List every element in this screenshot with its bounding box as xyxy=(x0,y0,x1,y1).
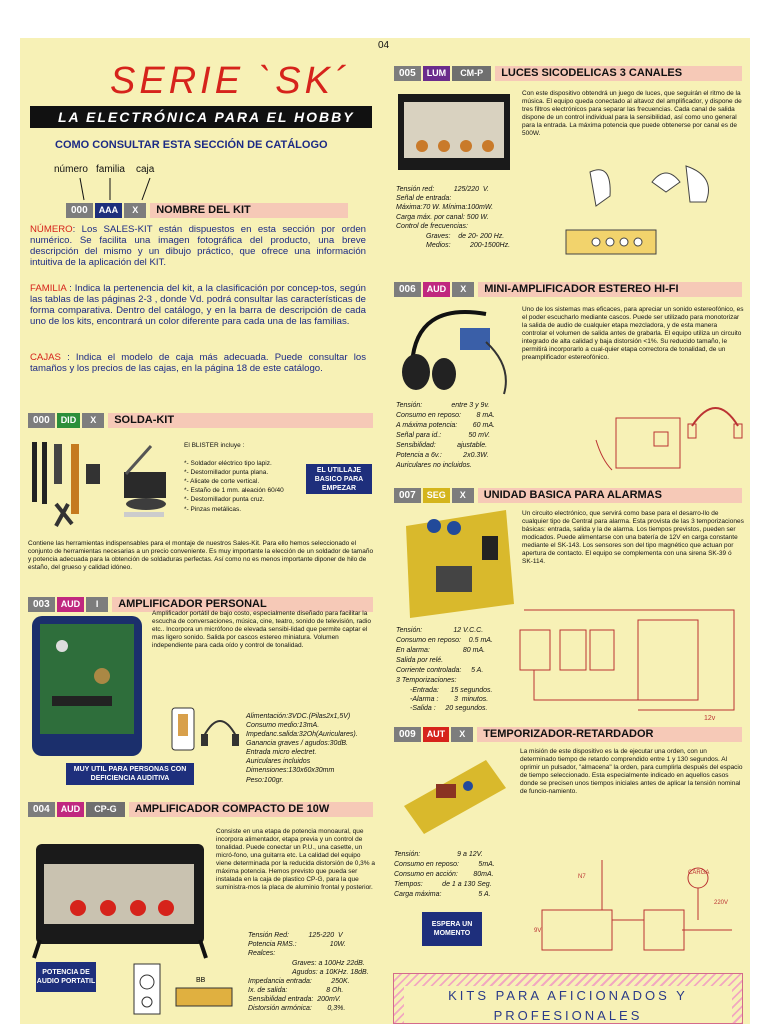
kit-header-007 xyxy=(394,488,742,503)
example-box: X xyxy=(124,203,146,218)
kit-box: CP-G xyxy=(86,802,125,817)
paragraph-numero xyxy=(30,224,366,268)
kit-000-note: Contiene las herramientas indispensables para el montaje de nuestros Sales-Kit. Para ello hemos seleccionado el conjunto de herramientas necesarias a un precio conveniente. Es muy importante la elección de un soldador de tamaño y potencia adecuada para la obtención de soldaduras perfectas. Así como no es menos importante diponer de hilo de estaño, del grueso y calidad idóneo. xyxy=(28,540,374,571)
spec-line: Graves: a 100Hz 22dB. xyxy=(292,960,365,967)
spec-line: Tensión: entre 3 y 9v. xyxy=(396,402,490,409)
footer-banner xyxy=(393,973,743,1024)
spec-line: Señal de entrada: xyxy=(396,195,452,202)
label-numero: número xyxy=(54,164,88,175)
kit-header-009 xyxy=(394,727,742,742)
compact-amplifier-photo xyxy=(30,820,210,960)
kit-004-badge: POTENCIA DE AUDIO PORTATIL xyxy=(36,962,96,992)
spec-line: A máxima potencia: 60 mA. xyxy=(396,422,495,429)
text-cajas: : Indica el modelo de caja más adecuada. Puede consultar los tamaños y los precios de las cajas, en la página 18 de este catálogo. xyxy=(30,352,366,374)
lights-diagram xyxy=(556,162,744,266)
kit-family: SEG xyxy=(423,488,450,503)
text-numero: : Los SALES-KIT están dispuestos en esta sección por orden numérico. Se facilita una imagen fotográfica del producto, una breve descripción del mismo y un dibujo práctico, que ofrece una información intuitiva de la aplicación del KIT. xyxy=(30,224,366,268)
kit-number: 009 xyxy=(394,727,421,742)
spec-line: Consumo en acción: 80mA. xyxy=(394,871,494,878)
box-label: BB xyxy=(196,977,206,984)
spec-line: Salida por relé. xyxy=(396,657,444,664)
timer-board-photo xyxy=(396,746,512,836)
kit-number: 004 xyxy=(28,802,55,817)
kit-009-badge: ESPERA UN MOMENTO xyxy=(422,912,482,946)
kit-003-badge: MUY UTIL PARA PERSONAS CON DEFICIENCIA AUDITIVA xyxy=(66,763,194,785)
example-header xyxy=(66,203,348,218)
kit-number: 003 xyxy=(28,597,55,612)
footer-text: KITS PARA AFICIONADOS Y PROFESIONALES xyxy=(404,986,732,1023)
spec-line: Potencia RMS.: 10W. xyxy=(248,941,346,948)
kit-name: TEMPORIZADOR-RETARDADOR xyxy=(477,727,742,742)
spec-line: Tiempos: de 1 a 130 Seg. xyxy=(394,881,492,888)
spec-line: Consumo en reposo: 8 mA. xyxy=(396,412,495,419)
subtitle-bar: LA ELECTRÓNICA PARA EL HOBBY xyxy=(30,106,372,128)
spec-line: Tensión: 9 a 12V. xyxy=(394,851,483,858)
spec-line: Dimensiones:130x60x30mm xyxy=(246,767,335,774)
kit-box: CM-P xyxy=(452,66,491,81)
kit-box: X xyxy=(452,488,474,503)
diagram-label: 9V xyxy=(534,928,542,934)
spec-line: Alimentación:3VDC.(Pilas2x1,5V) xyxy=(246,713,351,720)
diagram-label: CARGA xyxy=(688,870,710,876)
spec-line: Medios: 200-1500Hz. xyxy=(426,242,511,249)
spec-line: Graves: de 20- 200 Hz. xyxy=(426,233,505,240)
spec-line: Ganancia graves / agudos:30dB. xyxy=(246,740,348,747)
kit-009-desc: La misión de este dispositivo es la de ejecutar una orden, con un determinado tiempo de retardo comprendido entre 1 y 130 segundos. Al oprimir un pulsador, "almacena" la orden, para cumplirla después del espacio de tiempo seleccionado. Esta especialmente indicado en aquellos casos donde se precisen unos tiempos iniciales antes de aplicar la tensión nominal de funcio-namiento. xyxy=(520,748,743,795)
key-numero: NÚMERO xyxy=(30,224,73,235)
spec-line: Carga máxima: 5 A. xyxy=(394,891,491,898)
label-caja: caja xyxy=(136,164,155,175)
paragraph-cajas xyxy=(30,352,366,374)
personal-amplifier-photo xyxy=(32,616,142,756)
alarm-wiring-diagram xyxy=(514,600,744,724)
pointer-lines xyxy=(70,176,160,202)
blister-intro: El BLISTER incluye : xyxy=(184,442,245,449)
amplifier-headphones-drawing xyxy=(170,702,240,762)
spec-line: Consumo medio:13mA. xyxy=(246,722,320,729)
key-familia: FAMILIA xyxy=(30,283,67,294)
kit-family: DID xyxy=(57,413,81,428)
blister-item: *- Soldador eléctrico tipo lapiz. xyxy=(184,460,272,467)
kit-name: LUCES SICODELICAS 3 CANALES xyxy=(495,66,742,81)
kit-family: AUT xyxy=(423,727,450,742)
spec-line: -Entrada: 15 segundos. xyxy=(410,687,493,694)
spec-line: Tensión: 12 V.C.C. xyxy=(396,627,484,634)
spec-line: Potencia a 6v.: 2x0.3W. xyxy=(396,452,489,459)
kit-003-desc: Amplificador portátil de bajo costo, especialmente diseñado para facilitar la escucha de conversaciones, música, cine, teatro, sonido de televisión, radio etc.. Incorpora un micrófono de elevada sensibi-lidad que permite captar el mas ligero sonido. Salida por cascos estereo miniatura. Volumen independiente para cada oído y control de tonalidad. xyxy=(152,610,371,649)
spec-line: Impedancia entrada: 250K. xyxy=(248,978,350,985)
kit-name: AMPLIFICADOR PERSONAL xyxy=(112,597,373,612)
spec-line: Consumo en reposo: 0.5 mA. xyxy=(396,637,493,644)
psychedelic-lights-photo xyxy=(394,88,514,178)
diagram-label: 220V xyxy=(714,900,729,906)
kit-family: AUD xyxy=(423,282,451,297)
kit-000-badge: EL UTILLAJE BASICO PARA EMPEZAR xyxy=(306,464,372,494)
spec-line: Máxima:70 W. Mínima:100mW. xyxy=(396,204,494,211)
kit-family: LUM xyxy=(423,66,451,81)
spec-line: Agudos: a 10KHz. 18dB. xyxy=(292,969,369,976)
spec-line: Tensión Red: 125-220 V xyxy=(248,932,343,939)
example-number: 000 xyxy=(66,203,93,218)
spec-line: Auriculares incluidos xyxy=(246,758,311,765)
spec-line: Sensibilidad entrada: 200mV. xyxy=(248,996,341,1003)
series-title: SERIE `SK´ xyxy=(110,60,351,102)
spec-line: Peso:100gr. xyxy=(246,777,284,784)
blister-item: *- Alicate de corte vertical. xyxy=(184,478,260,485)
spec-line: Auriculares no incluidos. xyxy=(396,462,472,469)
kit-number: 000 xyxy=(28,413,55,428)
kit-header-005 xyxy=(394,66,742,81)
timer-wiring-diagram xyxy=(522,840,744,968)
kit-004-desc: Consiste en una etapa de potencia monoaural, que incorpora alimentador, etapa previa y un control de tonalidad. Puede conectar un P.U., una casette, un micró-fono, una guitarra etc. La calidad del equipo viene determinada por la reducida distorsión de 0,3% a máxima potencia. Hemos previsto que pueda ser instalada en la caja de plastico CP-G, para la que suministra-mos la placa de aluminio frontal y posterior. xyxy=(216,828,375,891)
kit-box: X xyxy=(452,282,474,297)
kit-family: AUD xyxy=(57,802,85,817)
spec-line: Entrada micro electret. xyxy=(246,749,317,756)
kit-family: AUD xyxy=(57,597,85,612)
alarm-board-photo xyxy=(396,506,520,622)
diagram-label: N7 xyxy=(578,874,586,880)
kit-box: X xyxy=(82,413,104,428)
spec-line: Corriente controlada: 5 A. xyxy=(396,667,484,674)
spec-line: Sensibilidad: ajustable. xyxy=(396,442,488,449)
spec-line: Ix. de salida: 8 Oh. xyxy=(248,987,344,994)
blister-item: *- Estaño de 1 mm. aleación 60/40 xyxy=(184,487,284,494)
kit-header-000 xyxy=(28,413,373,428)
kit-007-desc: Un circuito electrónico, que servirá como base para el desarro-llo de cualquier tipo de Central para alarma. Esta provista de las 3 temporizaciones básicas: entrada, salida y la de alarma. Los tiempos previstos, pueden ser modicados. Puede alimentarse con una batería de 12V en carga constante mediante el SK-143. Los sensores son del tipo magnético que actuan por apertura de contacto. El equipo se complementa con una sirena SK-39 ó SK-114. xyxy=(522,510,744,565)
kit-name: AMPLIFICADOR COMPACTO DE 10W xyxy=(129,802,373,817)
kit-006-desc: Uno de los sistemas mas eficaces, para apreciar un sonido estereofónico, es el poder escucharlo mediante cascos. Puede ser utilizado para monotorizar la salida de audio de cualquier etapa mezcladora, y de esta manera controlar el volumen de salida antes de grabarla. El equipo utiliza un circuito integrado de alta calidad y baja distorsión <1%. Su reducido tamaño, le permitirá incorporarlo a cual-quier etapa correctora de tonalidad, de un preamplificador estereofónico. xyxy=(522,306,744,361)
spec-line: 3 Temporizaciones: xyxy=(396,677,457,684)
kit-name: MINI-AMPLIFICADOR ESTEREO HI-FI xyxy=(478,282,742,297)
kit-header-004 xyxy=(28,802,373,817)
spec-line: Realces: xyxy=(248,950,276,957)
blister-item: *- Destornillador punta cruz. xyxy=(184,496,265,503)
kit-name: SOLDA-KIT xyxy=(108,413,373,428)
voltage-label: 12v xyxy=(704,715,716,722)
spec-line: Consumo en reposo: 5mA. xyxy=(394,861,495,868)
label-familia: familia xyxy=(96,164,125,175)
kit-number: 006 xyxy=(394,282,421,297)
page-number: 04 xyxy=(378,40,390,51)
soldering-tools-photo xyxy=(26,434,176,534)
blister-item: *- Pinzas metálicas. xyxy=(184,506,242,513)
kit-header-006 xyxy=(394,282,742,297)
key-cajas: CAJAS xyxy=(30,352,61,363)
spec-line: Distorsión armónica: 0,3%. xyxy=(248,1005,346,1012)
spec-line: Señal para id.: 50 mV. xyxy=(396,432,491,439)
spec-line: Tensión red: 125/220 V. xyxy=(396,186,490,193)
paragraph-familia xyxy=(30,283,366,327)
kit-number: 005 xyxy=(394,66,421,81)
howto-heading: COMO CONSULTAR ESTA SECCIÓN DE CATÁLOGO xyxy=(55,139,328,151)
spec-line: En alarma: 80 mA. xyxy=(396,647,486,654)
kit-name: UNIDAD BASICA PARA ALARMAS xyxy=(478,488,742,503)
kit-box: I xyxy=(86,597,108,612)
speaker-cassette-drawing xyxy=(130,960,238,1020)
spec-line: Control de frecuencias: xyxy=(396,223,468,230)
spec-line: Carga máx. por canal: 500 W. xyxy=(396,214,489,221)
mini-amplifier-photo xyxy=(396,302,522,398)
kit-box: X xyxy=(451,727,473,742)
example-name: NOMBRE DEL KIT xyxy=(150,203,348,218)
kit-number: 007 xyxy=(394,488,421,503)
spec-line: Impedanc.salida:32Oh(Auriculares). xyxy=(246,731,358,738)
spec-line: -Salida : 20 segundos. xyxy=(410,705,488,712)
text-familia: : Indica la pertenencia del kit, a la clasificación por concep-tos, según las tablas de las páginas 2-3 , donde Vd. podrá consultar las características de forma comparativa. Dentro del catálogo, y en la barra de descripción de cada uno de los kits, encontrará un color diferente para cada una de las familias. xyxy=(30,283,366,327)
headphone-amp-diagram xyxy=(592,380,744,484)
spec-line: -Alarma : 3 minutos. xyxy=(410,696,489,703)
example-family: AAA xyxy=(95,203,123,218)
blister-item: *- Destornillador punta plana. xyxy=(184,469,269,476)
kit-005-desc: Con este dispositivo obtendrá un juego de luces, que seguirán el ritmo de la música. El equipo queda conectado al altavoz del amplificador, y dispone de tres filtros electrónicos para separar las frecuencias. Cada canal de salida dispone de un control individual para la sensibilidad, así como uno general para la entrada. La máxima potencia que puede obtenerse por canal es de 500W. xyxy=(522,90,742,137)
